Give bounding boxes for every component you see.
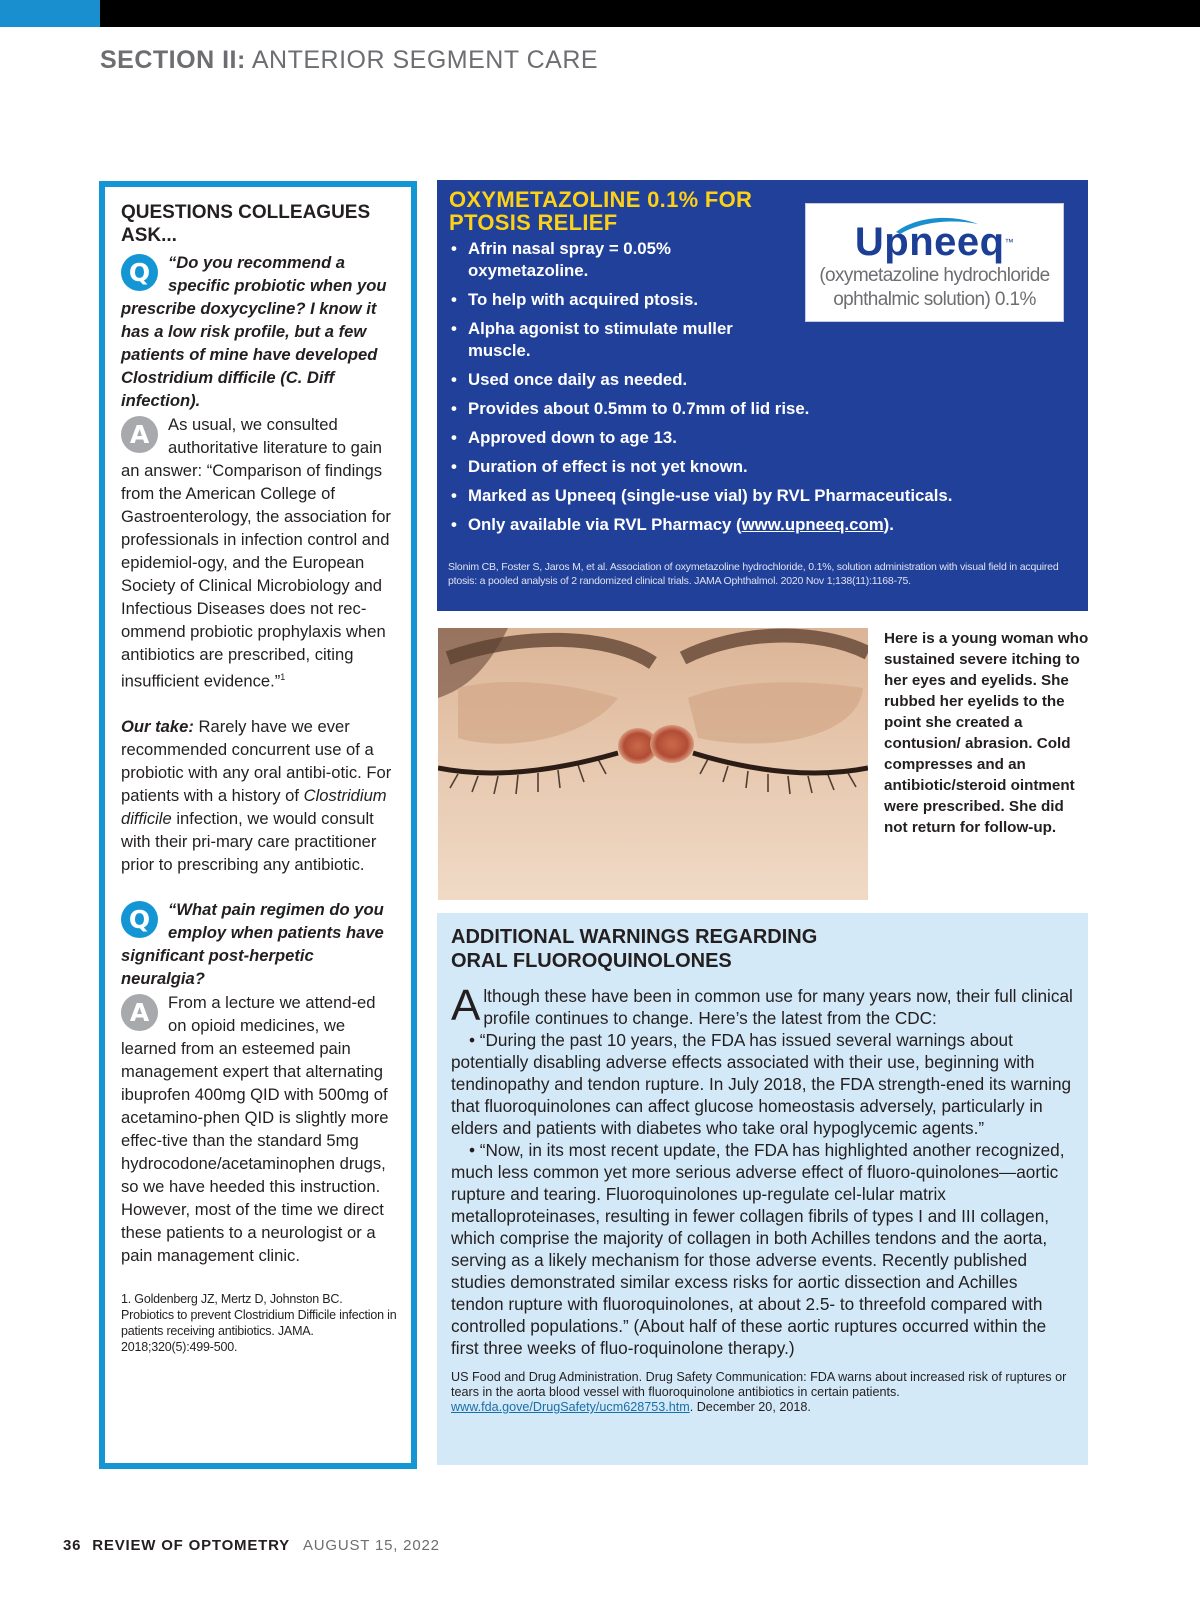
upneeq-link[interactable]: www.upneeq.com [741, 515, 884, 534]
oxy-bullet: • To help with acquired ptosis. [449, 289, 1076, 311]
oxy-bullet: • Marked as Upneeq (single-use vial) by RVL Pharmaceuticals. [449, 485, 1076, 507]
question-badge-icon: Q [121, 254, 158, 291]
oxy-last-prefix: Only available via RVL Pharmacy ( [468, 515, 742, 534]
answer-1-text: As usual, we consulted authoritative literature to gain an answer: “Comparison of findings from the American College of Gastroenterology, the association for professionals in infection control and epidemiol-ogy, and the European Society of Clinical Microbiology and Infectious Diseases does not rec-ommend probiotic prophylaxis when antibiotics are prescribed, citing insufficient evidence.” [121, 415, 391, 691]
question-1: “Do you recommend a specific probiotic when you prescribe doxycycline? I know it has a low risk profile, but a few patients of mine have developed Clostridium difficile (C. Diff infection). [121, 253, 387, 410]
warnings-title: ADDITIONAL WARNINGS REGARDING ORAL FLUOROQUINOLONES [451, 926, 818, 972]
warnings-dropcap: A [451, 981, 481, 1030]
oxy-bullet: • Afrin nasal spray = 0.05% oxymetazoline. [449, 238, 749, 282]
oxy-bullet: • Approved down to age 13. [449, 427, 1076, 449]
oxy-bullet: • Provides about 0.5mm to 0.7mm of lid rise. [449, 398, 1076, 420]
warnings-para-2: • “Now, in its most recent update, the FDA has highlighted another recognized, much less common yet more serious adverse effect of fluoro-quinolones—aortic rupture and tearing. Fluoroquinolones up-regulate cel-lular matrix metalloproteinases, resulting in fewer collagen fibrils of types I and III collagen, which comprise the majority of collagen in both Achilles tendons and the aorta, serving as a likely mechanism for those adverse events. Recently published studies demonstrated similar excess risks for aortic dissection and Achilles tendon rupture with fluoroquinolones, at about 2.5- to threefold compared with controlled populations.” (About half of these aortic ruptures occurred within the first three weeks of fluo-roquinolone therapy.) [451, 1140, 1065, 1358]
logo-generic-1: (oxymetazoline hydrochloride [819, 265, 1050, 286]
top-bar-accent [0, 0, 100, 27]
answer-1-ref: 1 [280, 672, 286, 682]
oxy-citation: Slonim CB, Foster S, Jaros M, et al. Association of oxymetazoline hydrochloride, 0.1%, solution administration with visual field in acquired ptosis: a pooled analysis of 2 randomized clinical trials. JAMA Ophthalmol. 2020 Nov 1;138(11):1168-75. [448, 561, 1059, 587]
our-take [121, 715, 397, 876]
logo-brand: Upneeq™ [854, 220, 1015, 264]
answer-1 [121, 413, 397, 693]
oxy-bullet: • Duration of effect is not yet known. [449, 456, 1076, 478]
warnings-source [451, 1370, 1074, 1415]
logo-tm: ™ [1004, 237, 1015, 247]
section-header [100, 46, 598, 75]
qa-box-title: QUESTIONS COLLEAGUES ASK... [121, 202, 371, 246]
our-take-label: Our take: [121, 716, 194, 736]
fda-link[interactable]: www.fda.gove/DrugSafety/ucm628753.htm [451, 1400, 690, 1414]
warnings-para-1: • “During the past 10 years, the FDA has issued several warnings about potentially disabling adverse effects associated with their use, beginning with tendinopathy and tendon rupture. In July 2018, the FDA strength-ened its warning that fluoroquinolones can affect glucose homeostasis adversely, particularly in elders and patients with diabetes who take oral hypoglycemic agents.” [451, 1030, 1072, 1138]
photo-caption: Here is a young woman who sustained severe itching to her eyes and eyelids. She rubbed her eyelids to the point she created a contusion/ abrasion. Cold compresses and an antibiotic/steroid ointment were prescribed. She did not return for follow-up. [884, 630, 1089, 836]
warnings-intro: lthough these have been in common use for many years now, their full clinical profile continues to change. Here’s the latest from the CDC: [483, 986, 1073, 1028]
answer-badge-icon: A [121, 416, 158, 453]
our-take-text-1: Rarely have we ever recommended concurrent use of a probiotic with any oral antibi-otic. For patients with a history of [121, 716, 392, 805]
oxy-bullet-last [449, 514, 1076, 536]
issue-date: AUGUST 15, 2022 [302, 1537, 440, 1554]
question-2-block [121, 898, 397, 990]
answer-badge-icon: A [121, 994, 158, 1031]
magazine-name: REVIEW OF OPTOMETRY [92, 1537, 290, 1554]
oxy-title: OXYMETAZOLINE 0.1% FOR PTOSIS RELIEF [449, 187, 753, 235]
oxy-bullet: • Alpha agonist to stimulate muller muscle. [449, 318, 769, 362]
our-take-text-2: infection, we would consult with their pri-mary care practitioner prior to prescribing any antibiotic. [121, 808, 377, 874]
warnings-source-date: . December 20, 2018. [689, 1400, 811, 1414]
section-label: SECTION II: [100, 46, 246, 74]
page-number: 36 [63, 1537, 82, 1554]
page-footer [63, 1537, 440, 1554]
oxy-bullet: • Used once daily as needed. [449, 369, 1076, 391]
eyelid-photo [438, 628, 868, 900]
question-2: “What pain regimen do you employ when patients have significant post-herpetic neuralgia? [121, 899, 384, 988]
upneeq-logo [805, 203, 1064, 322]
warnings-body [451, 981, 1074, 1359]
qa-footnote: 1. Goldenberg JZ, Mertz D, Johnston BC. Probiotics to prevent Clostridium Difficile infection in patients receiving antibiotics. JAMA. 2018;320(5):499-500. [121, 1291, 397, 1354]
warnings-source-text: US Food and Drug Administration. Drug Safety Communication: FDA warns about increased risk of ruptures or tears in the aorta blood vessel with fluoroquinolone antibiotics in certain patients. [451, 1370, 1067, 1399]
fluoroquinolone-warnings-box [437, 913, 1088, 1465]
answer-2-text: From a lecture we attend-ed on opioid medicines, we learned from an esteemed pain management expert that alternating ibuprofen 400mg QID with 500mg of acetamino-phen QID is slightly more effec-tive than the standard 5mg hydrocodone/acetaminophen drugs, so we have heeded this instruction. However, most of the time we direct these patients to a neurologist or a pain management clinic. [121, 992, 389, 1265]
top-bar [0, 0, 1200, 27]
oxy-last-suffix: ). [883, 515, 894, 534]
section-title: ANTERIOR SEGMENT CARE [251, 46, 599, 74]
eyelid-photo-image [438, 628, 868, 900]
answer-2 [121, 991, 397, 1267]
qa-content [121, 251, 397, 1267]
our-take-italic: Clostridium difficile [121, 785, 387, 828]
questions-colleagues-box [99, 181, 417, 1469]
logo-generic-2: ophthalmic solution) 0.1% [833, 289, 1036, 310]
question-badge-icon: Q [121, 901, 158, 938]
